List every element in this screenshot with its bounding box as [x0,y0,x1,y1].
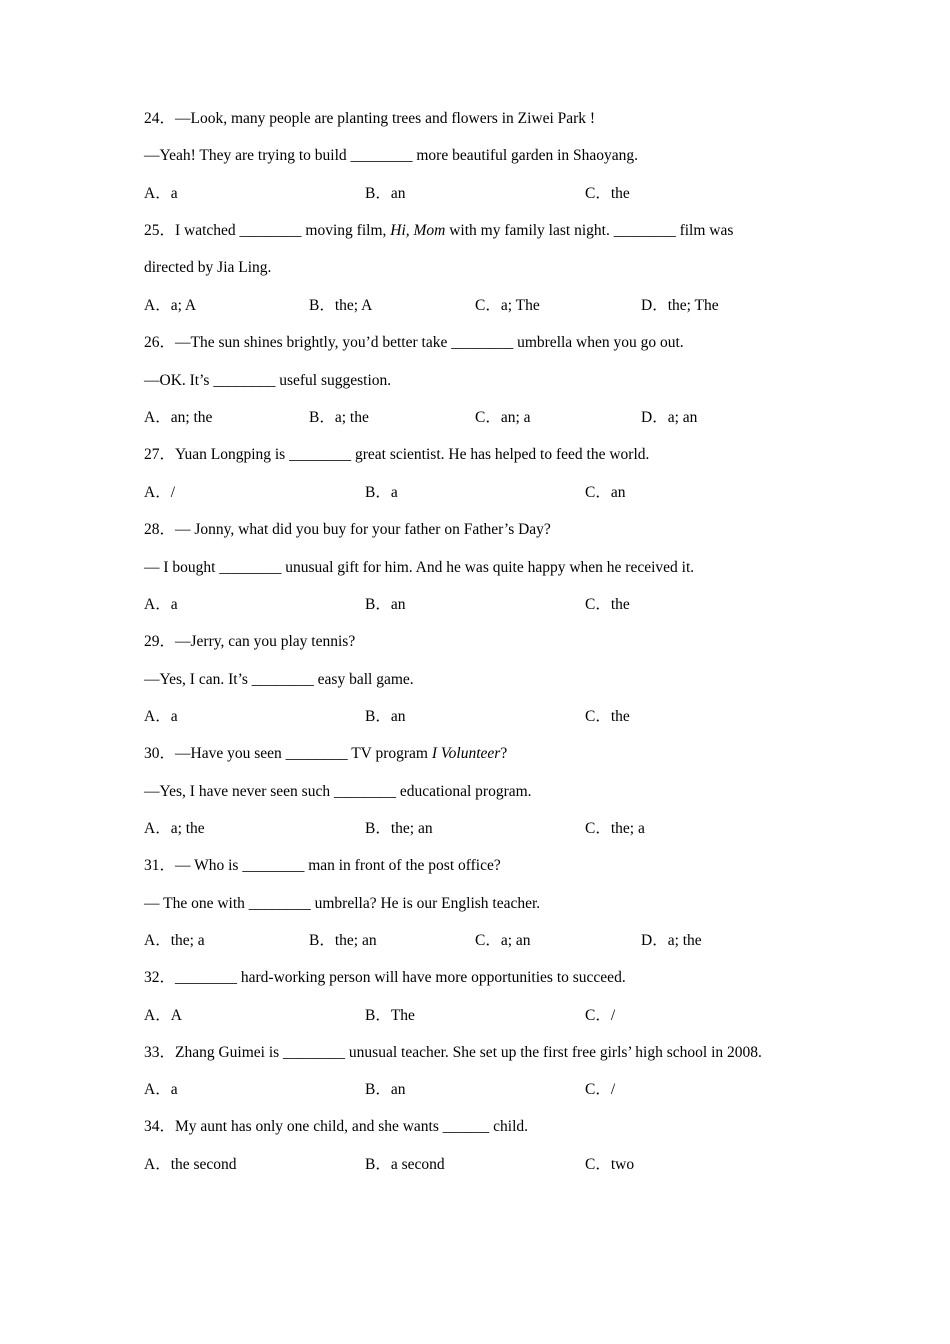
question-27-stem: 27．Yuan Longping is ________ great scientist. He has helped to feed the world. [144,446,650,463]
question-29-option-c: C．the [585,708,630,725]
question-25-stem [144,221,733,241]
question-30-option-b: B．the; an [365,820,433,837]
question-30-option-c: C．the; a [585,820,645,837]
question-32-stem: 32．________ hard-working person will have more opportunities to succeed. [144,969,626,986]
question-32-option-a: A．A [144,1007,182,1024]
question-28-reply: — I bought ________ unusual gift for him. And he was quite happy when he received it. [144,559,695,576]
question-28-option-a: A．a [144,596,178,613]
question-32-option-b: B．The [365,1007,415,1024]
question-31-reply: — The one with ________ umbrella? He is our English teacher. [144,895,541,912]
question-31-option-d: D．a; the [641,932,702,949]
question-24-reply: —Yeah! They are trying to build ________ more beautiful garden in Shaoyang. [144,147,639,164]
question-26-option-a: A．an; the [144,409,213,426]
question-30-stem-part2: ? [500,745,508,762]
question-24-option-c: C．the [585,185,630,202]
question-27-option-c: C．an [585,484,626,501]
question-26-option-b: B．a; the [309,409,369,426]
question-34-option-b: B．a second [365,1156,445,1173]
question-25-option-a: A．a; A [144,297,197,314]
question-33-option-a: A．a [144,1081,178,1098]
question-25-option-c: C．a; The [475,297,540,314]
question-27-option-b: B．a [365,484,398,501]
question-34-option-a: A．the second [144,1156,237,1173]
question-31-stem: 31．— Who is ________ man in front of the post office? [144,857,501,874]
question-25-stem-part2: with my family last night. ________ film was [445,222,734,239]
question-24-option-b: B．an [365,185,406,202]
question-33-option-c: C．/ [585,1081,616,1098]
question-32-option-c: C．/ [585,1007,616,1024]
question-33-option-b: B．an [365,1081,406,1098]
question-28-stem: 28．— Jonny, what did you buy for your father on Father’s Day? [144,521,551,538]
question-29-option-b: B．an [365,708,406,725]
question-31-option-a: A．the; a [144,932,205,949]
question-26-option-c: C．an; a [475,409,531,426]
question-28-option-b: B．an [365,596,406,613]
question-30-reply: —Yes, I have never seen such ________ educational program. [144,783,532,800]
question-25-stem-part1: 25．I watched ________ moving film, [144,222,391,239]
question-25-option-b: B．the; A [309,297,373,314]
question-31-option-c: C．a; an [475,932,531,949]
question-28-option-c: C．the [585,596,630,613]
question-31-option-b: B．the; an [309,932,377,949]
question-34-stem: 34．My aunt has only one child, and she wants ______ child. [144,1118,529,1135]
question-29-reply: —Yes, I can. It’s ________ easy ball game. [144,671,414,688]
question-34-option-c: C．two [585,1156,635,1173]
question-30-stem [144,744,507,764]
question-29-stem: 29．—Jerry, can you play tennis? [144,633,356,650]
question-25-option-d: D．the; The [641,297,719,314]
question-25-stem-continued: directed by Jia Ling. [144,259,272,276]
question-30-option-a: A．a; the [144,820,205,837]
question-24-stem: 24．—Look, many people are planting trees and flowers in Ziwei Park ! [144,110,596,127]
question-33-stem: 33．Zhang Guimei is ________ unusual teacher. She set up the first free girls’ high school in 2008. [144,1044,762,1061]
question-26-option-d: D．a; an [641,409,698,426]
question-26-stem: 26．—The sun shines brightly, you’d better take ________ umbrella when you go out. [144,334,684,351]
question-24-option-a: A．a [144,185,178,202]
question-30-stem-part1: 30．—Have you seen ________ TV program [144,745,432,762]
program-title: I Volunteer [431,745,501,762]
question-26-reply: —OK. It’s ________ useful suggestion. [144,372,392,389]
question-27-option-a: A．/ [144,484,176,501]
question-29-option-a: A．a [144,708,178,725]
film-title: Hi, Mom [390,222,446,239]
